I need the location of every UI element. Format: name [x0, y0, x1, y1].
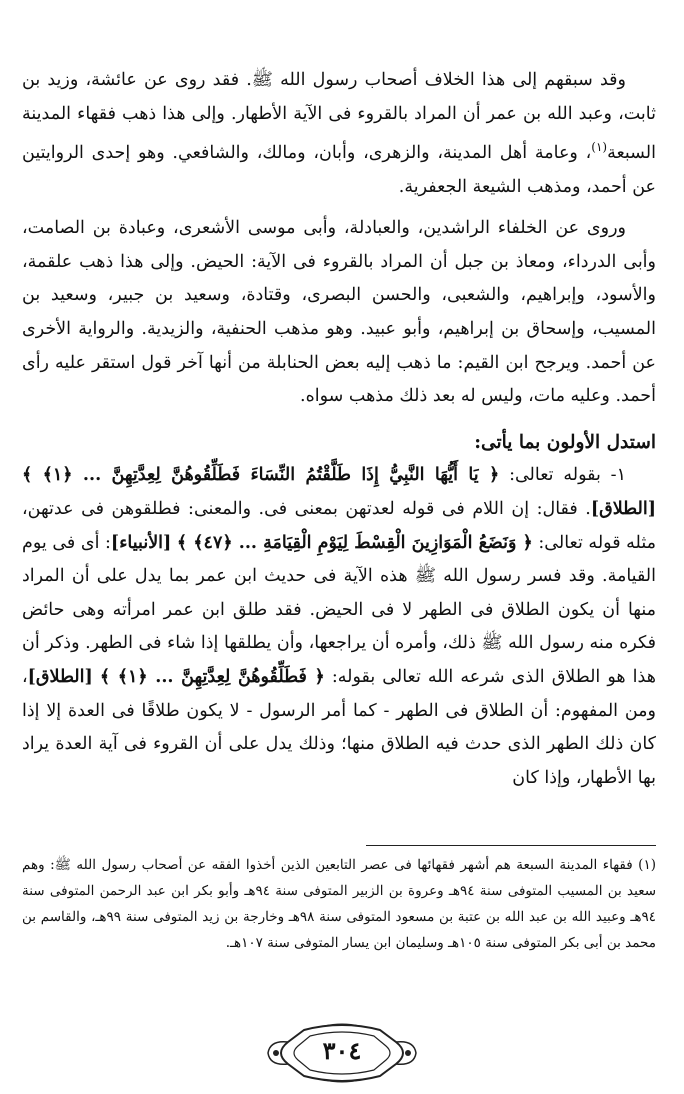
paragraph-1	[22, 64, 656, 204]
footnote-divider	[366, 845, 656, 846]
footnote-1: (١) فقهاء المدينة السبعة هم أشهر فقهائها فى عصر التابعين الذين أخذوا الفقه عن أصحاب رسول الله ﷺ: وهم سعيد بن المسيب المتوفى سنة ٩٤هـ وعروة بن الزبير المتوفى سنة ٩٤هـ وأبو بكر ابن عبد الرحمن المتوفى سنة ٩٤هـ وعبيد الله بن عبد الله بن عتبة بن مسعود المتوفى سنة ٩٨هـ وخارجة بن زيد المتوفى سنة ٩٩هـ، والقاسم بن محمد بن أبى بكر المتوفى سنة ١٠٥هـ وسليمان ابن يسار المتوفى سنة ١٠٧هـ.	[22, 857, 657, 951]
surah-ref-3: [الطلاق]	[27, 666, 93, 687]
footnote-ref-1: (١)	[591, 140, 608, 155]
quran-verse-3: ﴿ فَطَلِّقُوهُنَّ لِعِدَّتِهِنَّ ... ﴿١﴾ ﴾	[99, 666, 325, 687]
footnotes	[22, 852, 656, 956]
main-text	[22, 64, 656, 795]
page-number: ٣٠٤	[322, 1036, 362, 1065]
paragraph-3-mid: . فقال: إن اللام فى قوله لعدتهن بمعنى فى. والمعنى: فطلقوهن فى عدتهن، مثله قوله تعالى:	[22, 498, 656, 553]
section-heading: استدل الأولون بما يأتى:	[474, 431, 656, 453]
paragraph-1-text: وقد سبقهم إلى هذا الخلاف أصحاب رسول الله ﷺ. فقد روى عن عائشة، وزيد بن ثابت، وعبد الله بن عمر أن المراد بالقروء فى الآية الأطهار. وإلى هذا ذهب فقهاء المدينة السبعة	[22, 70, 656, 164]
page-number-ornament	[264, 1022, 420, 1084]
surah-ref-1: [الطلاق]	[590, 498, 656, 519]
quran-verse-2: ﴿ وَنَضَعُ الْمَوَازِينَ الْقِسْطَ لِيَوْمِ الْقِيَامَةِ ... ﴿٤٧﴾ ﴾	[176, 532, 533, 553]
surah-ref-2: [الأنبياء]	[110, 532, 172, 553]
paragraph-3-end: ، ومن المفهوم: أن الطلاق فى الطهر - كما أمر الرسول - لا يكون طلاقًا فى العدة إلا إذا كان ذلك الطهر الذى حدث فيه الطلاق منها؛ وذلك يدل على أن القروء فى آية العدة يراد بها الأطهار، وإذا كان	[22, 666, 656, 788]
paragraph-3-rest: : أى فى يوم القيامة. وقد فسر رسول الله ﷺ هذه الآية فى حديث ابن عمر بما يدل على أن المراد منها أن يكون الطلاق فى الطهر لا فى الحيض. فقد طلق ابن عمر امرأته وهى حائض فكره منه رسول الله ﷺ ذلك، وأمره أن يراجعها، وأن يطلقها إذا شاء فى الطهر. وذكر أن هذا هو الطلاق الذى شرعه الله تعالى بقوله:	[22, 532, 656, 687]
point-1-intro: ١- بقوله تعالى:	[509, 465, 626, 486]
quran-verse-1: ﴿ يَا أَيُّهَا النَّبِيُّ إِذَا طَلَّقْتُمُ النِّسَاءَ فَطَلِّقُوهُنَّ لِعِدَّتِهِنَّ ... ﴿١﴾ ﴾	[22, 465, 500, 486]
paragraph-1-end: ، وعامة أهل المدينة، والزهرى، وأبان، ومالك، والشافعي. وهو إحدى الروايتين عن أحمد، ومذهب الشيعة الجعفرية.	[22, 143, 656, 197]
paragraph-2: وروى عن الخلفاء الراشدين، والعبادلة، وأبى موسى الأشعرى، وعبادة بن الصامت، وأبى الدرداء، ومعاذ بن جبل أن المراد بالقروء فى الآية: الحيض. وإلى هذا ذهب علقمة، والأسود، وإبراهيم، والشعبى، والحسن البصرى، وقتادة، وسعيد بن جبير، وسعيد بن المسيب، وإسحاق بن إبراهيم، وأبو عبيد. وهو مذهب الحنفية، والزيدية. والرواية الأخرى عن أحمد. ويرجح ابن القيم: ما ذهب إليه بعض الحنابلة من أنها آخر قول استقر عليه رأى أحمد. وعليه مات، وليس له بعد ذلك مذهب سواه.	[22, 218, 656, 407]
paragraph-3	[22, 459, 656, 795]
